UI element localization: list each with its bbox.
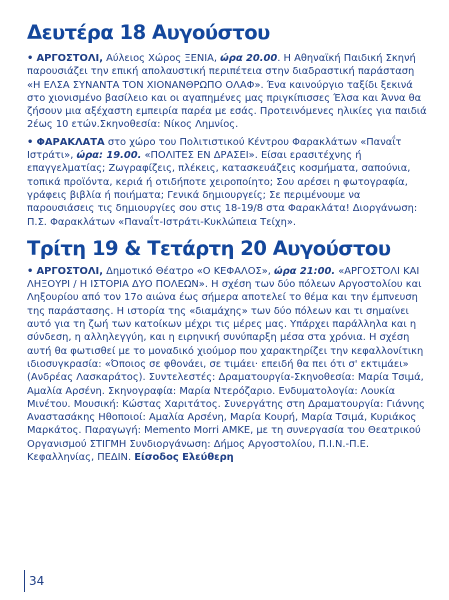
free-entry-note: Είσοδος Ελεύθερη [134,452,234,464]
event-faraklata [27,136,427,229]
page-number: 34 [29,574,45,588]
event-time: ώρα: 19.00. [76,150,142,162]
event-time: ώρα 21:00. [274,265,336,277]
event-argostoli-xenia [27,52,427,132]
event-venue: Δημοτικό Θέατρο «Ο ΚΕΦΑΛΟΣ», [102,265,275,277]
day-heading-tuesday-wednesday: Τρίτη 19 & Τετάρτη 20 Αυγούστου [27,236,391,260]
event-place: ΦΑΡΑΚΛΑΤΑ [36,136,105,148]
bullet: • [27,53,34,64]
event-place: ΑΡΓΟΣΤΟΛΙ, [36,53,103,64]
event-description: . Η Αθηναϊκή Παιδική Σκηνή παρουσιάζει την επική απολαυστική περιπέτεια στην διαδραστική παράσταση «Η ΕΛΣΑ ΣΥΝΑΝΤΑ ΤΟΝ ΧΙΟΝΑΝΘΡΩΠΟ ΟΛΑΦ». Ένα καινούργιο ταξίδι ξεκινά στο χιονισμένο βασίλειο και οι αγαπημένες μας πριγκίπισσες Έλσα και Άννα θα ζήσουν μια αξέχαστη εμπειρία παρέα με εσάς. Προτεινόμενες ηλικίες για παιδιά 2έως 10 ετών.Σκηνοθεσία: Νίκος Λημνίος. [27,53,427,131]
event-place: ΑΡΓΟΣΤΟΛΙ, [36,265,103,277]
event-description: «ΠΟΛΙΤΕΣ ΕΝ ΔΡΑΣΕΙ». Είσαι ερασιτέχνης ή επαγγελματίας; Ζωγραφίζεις, πλέκεις, κατασκευάζεις κοσμήματα, σαπούνια, τοπικά προϊόντα, κεριά ή οτιδήποτε χειροποίητο; Σου αρέσει η φωτογραφία, γράφεις βιβλία ή ποιήματα; Γενικά δημιουργείς; Σε περιμένουμε να παρουσιάσεις τις δημιουργίες σου στις 18-19/8 στα Φαρακλάτα! Διοργάνωση: Π.Σ. Φαρακλάτων «Παναΐτ-Ιστράτι-Κυκλώπεια Τείχη». [27,150,418,228]
day-heading-monday: Δευτέρα 18 Αυγούστου [27,21,270,44]
event-venue: στο χώρο του Πολιτιστικού Κέντρου Φαρακλάτων «Παναΐτ Ιστράτι», [27,136,402,162]
event-venue: Αύλειος Χώρος ΞΕΝΙΑ, [102,53,221,64]
event-time: ώρα 20.00 [220,53,278,64]
footer-rule [24,570,25,592]
event-description: «ΑΡΓΟΣΤΟΛΙ ΚΑΙ ΛΗΞΟΥΡΙ / Η ΙΣΤΟΡΙΑ ΔΥΟ ΠΟΛΕΩΝ». Η σχέση των δύο πόλεων Αργοστολίου και Ληξουρίου από τον 17ο αιώνα έως σήμερα αποτελεί το θέμα και την έμπνευση της παράστασης. Η ιστορία της «διαμάχης» των δύο πόλεων και τι σημαίνει αυτό για τη ζωή των κατοίκων μέχρι τις μέρες μας. Υπάρχει παράλληλα και η σύνδεση, η αλληλεγγύη, και η ειρηνική συνύπαρξη μέσα στα χρόνια. Η σχέση αυτή θα φωτισθεί με το μοναδικό χιούμορ που χαρακτηρίζει την κεφαλλονίτικη ιδιοσυγκρασία: «Όποιος σε φθονάει, σε τιμάει· επειδή θα πει ότι σ' εκτιμάει» (Ανδρέας Λασκαράτος). Συντελεστές: Δραματουργία-Σκηνοθεσία: Μαρία Τσιμά, Αμαλία Αρσένη. Σκηνογραφία: Μαρία Ντερόζαριο. Ενδυματολογία: Λουκία Μινέτου. Μουσική: Κώστας Χαριτάτος. Συνεργάτης στη Δραματουργία: Γιάννης Αναστασάκης Ηθοποιοί: Αμαλία Αρσένη, Μαρία Κουρή, Μαρία Τσιμά, Κυριάκος Μαρκάτος. Παραγωγή: Memento Morri ΑΜΚΕ, με τη συνεργασία του Θεατρικού Οργανισμού ΣΤΙΓΜΗ Συνδιοργάνωση: Δήμος Αργοστολίου, Π.Ι.Ν.-Π.Ε. Κεφαλληνίας, ΠΕΔΙΝ. [27,265,425,464]
bullet: • [27,136,34,148]
event-argostoli-kefalos [27,265,427,464]
page-content [27,20,427,464]
bullet: • [27,265,34,277]
